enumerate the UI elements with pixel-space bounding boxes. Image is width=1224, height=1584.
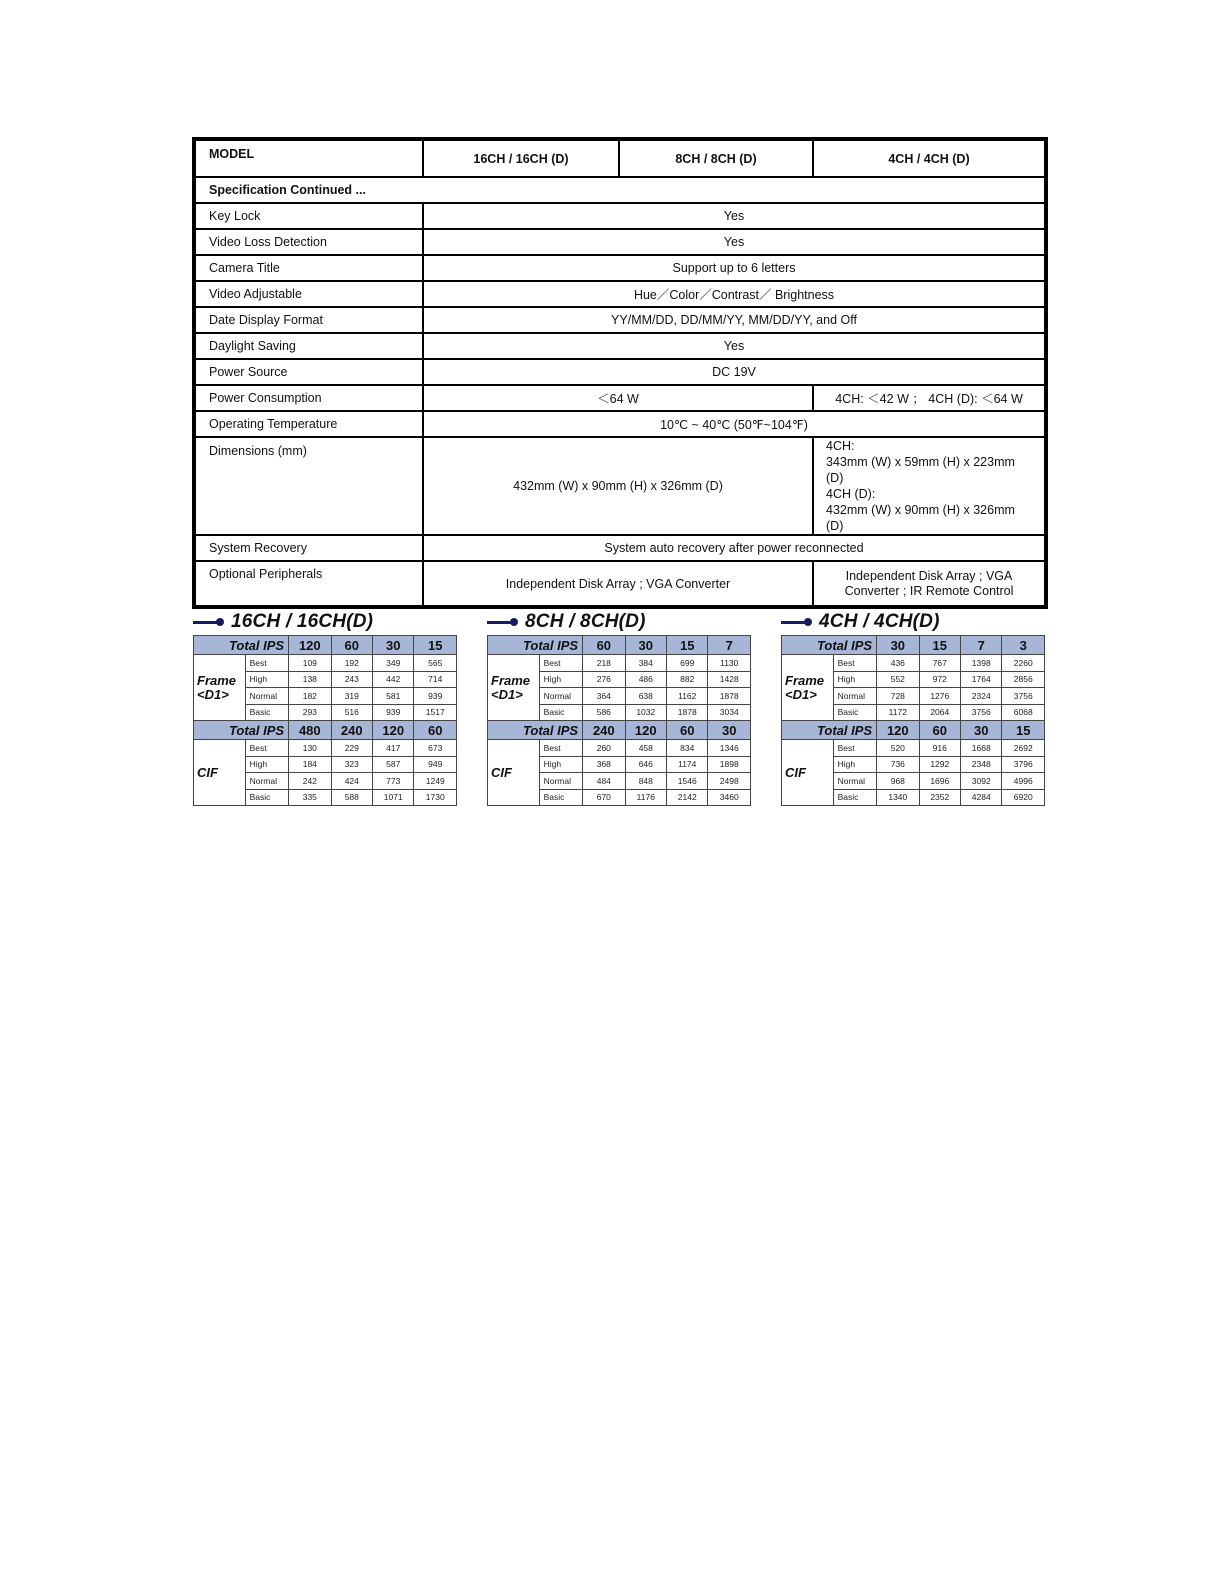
size-value: 484 <box>583 773 625 790</box>
ips-value: 7 <box>708 636 751 655</box>
quality-label: High <box>833 671 877 688</box>
spec-row-key-lock <box>194 203 1046 229</box>
row-value: System auto recovery after power reconnected <box>423 535 1046 561</box>
size-value: 1696 <box>919 773 960 790</box>
quality-label: Basic <box>833 789 877 806</box>
size-value: 130 <box>289 740 331 757</box>
quality-row <box>194 740 457 757</box>
ips-value: 30 <box>373 636 414 655</box>
size-value: 1428 <box>708 671 751 688</box>
row-value-4ch <box>813 561 1046 607</box>
total-ips-label: Total IPS <box>782 721 877 740</box>
quality-label: Best <box>833 655 877 672</box>
size-value: 972 <box>919 671 960 688</box>
size-value: 638 <box>625 688 666 705</box>
spec-section-row <box>194 177 1046 203</box>
dim-4ch-line1: 4CH: <box>826 439 855 453</box>
spec-row-date-display <box>194 307 1046 333</box>
ips-value: 60 <box>331 636 372 655</box>
size-value: 2692 <box>1002 740 1045 757</box>
size-value: 673 <box>414 740 457 757</box>
row-value: Support up to 6 letters <box>423 255 1046 281</box>
size-value: 587 <box>373 756 414 773</box>
size-value: 1032 <box>625 704 666 721</box>
dim-4ch-line4: 432mm (W) x 90mm (H) x 326mm (D) <box>826 503 1015 533</box>
row-label: Operating Temperature <box>194 411 423 437</box>
size-value: 293 <box>289 704 331 721</box>
quality-label: Best <box>833 740 877 757</box>
size-value: 436 <box>877 655 919 672</box>
size-value: 4996 <box>1002 773 1045 790</box>
total-ips-label: Total IPS <box>194 721 289 740</box>
cif-label: CIF <box>194 740 246 806</box>
size-value: 773 <box>373 773 414 790</box>
row-value: YY/MM/DD, DD/MM/YY, MM/DD/YY, and Off <box>423 307 1046 333</box>
frame-d1-label <box>782 655 834 721</box>
ips-value: 15 <box>667 636 708 655</box>
size-value: 834 <box>667 740 708 757</box>
spec-row-daylight <box>194 333 1046 359</box>
ips-value: 30 <box>877 636 919 655</box>
row-value: DC 19V <box>423 359 1046 385</box>
size-value: 3092 <box>961 773 1002 790</box>
size-value: 6068 <box>1002 704 1045 721</box>
d1-label: <D1> <box>197 686 229 702</box>
quality-label: Best <box>245 740 289 757</box>
ips-value: 30 <box>708 721 751 740</box>
size-value: 349 <box>373 655 414 672</box>
size-value: 1546 <box>667 773 708 790</box>
size-value: 968 <box>877 773 919 790</box>
ips-value: 120 <box>289 636 331 655</box>
spec-row-power-source <box>194 359 1046 385</box>
ips-value: 7 <box>961 636 1002 655</box>
ips-value: 240 <box>331 721 372 740</box>
total-ips-row <box>782 721 1045 740</box>
row-value: Independent Disk Array ; VGA Converter <box>423 561 813 607</box>
ips-value: 15 <box>919 636 960 655</box>
quality-label: Normal <box>245 773 289 790</box>
section-title: Specification Continued ... <box>194 177 1046 203</box>
row-label: Optional Peripherals <box>194 561 423 607</box>
size-value: 1398 <box>961 655 1002 672</box>
bullet-icon <box>487 617 519 627</box>
ips-table <box>781 635 1045 806</box>
spec-row-optional <box>194 561 1046 607</box>
size-value: 552 <box>877 671 919 688</box>
size-value: 588 <box>331 789 372 806</box>
quality-label: High <box>833 756 877 773</box>
panel-heading <box>487 610 751 634</box>
model-8ch: 8CH / 8CH (D) <box>619 139 813 177</box>
frame-d1-label <box>194 655 246 721</box>
size-value: 1176 <box>625 789 666 806</box>
ips-value: 60 <box>583 636 625 655</box>
size-value: 442 <box>373 671 414 688</box>
quality-label: Normal <box>245 688 289 705</box>
cif-label: CIF <box>488 740 540 806</box>
total-ips-row <box>782 636 1045 655</box>
bullet-icon <box>193 617 225 627</box>
ips-value: 240 <box>583 721 625 740</box>
spec-row-camera-title <box>194 255 1046 281</box>
row-value: ＜64 W <box>423 385 813 411</box>
ips-panel-0 <box>193 610 457 806</box>
row-value: Yes <box>423 229 1046 255</box>
size-value: 6920 <box>1002 789 1045 806</box>
size-value: 424 <box>331 773 372 790</box>
ips-value: 120 <box>373 721 414 740</box>
total-ips-label: Total IPS <box>194 636 289 655</box>
size-value: 736 <box>877 756 919 773</box>
bullet-icon <box>781 617 813 627</box>
quality-label: Best <box>539 655 583 672</box>
size-value: 138 <box>289 671 331 688</box>
row-value: 432mm (W) x 90mm (H) x 326mm (D) <box>423 437 813 535</box>
quality-label: Normal <box>833 773 877 790</box>
ips-table <box>487 635 751 806</box>
row-label: Dimensions (mm) <box>194 437 423 535</box>
model-16ch: 16CH / 16CH (D) <box>423 139 619 177</box>
total-ips-row <box>194 721 457 740</box>
size-value: 1249 <box>414 773 457 790</box>
panel-heading <box>193 610 457 634</box>
size-value: 520 <box>877 740 919 757</box>
size-value: 384 <box>625 655 666 672</box>
ips-value: 60 <box>667 721 708 740</box>
size-value: 323 <box>331 756 372 773</box>
ips-value: 15 <box>414 636 457 655</box>
size-value: 581 <box>373 688 414 705</box>
frame-label: Frame <box>491 672 531 688</box>
size-value: 486 <box>625 671 666 688</box>
quality-label: Basic <box>539 789 583 806</box>
size-value: 3756 <box>961 704 1002 721</box>
row-label: Power Consumption <box>194 385 423 411</box>
size-value: 1668 <box>961 740 1002 757</box>
quality-label: High <box>245 756 289 773</box>
ips-table <box>193 635 457 806</box>
size-value: 3756 <box>1002 688 1045 705</box>
size-value: 184 <box>289 756 331 773</box>
spec-row-dimensions <box>194 437 1046 535</box>
quality-label: Normal <box>539 773 583 790</box>
size-value: 260 <box>583 740 625 757</box>
size-value: 243 <box>331 671 372 688</box>
size-value: 3460 <box>708 789 751 806</box>
size-value: 2142 <box>667 789 708 806</box>
size-value: 1162 <box>667 688 708 705</box>
ips-value: 60 <box>414 721 457 740</box>
cif-label: CIF <box>782 740 834 806</box>
quality-label: Best <box>245 655 289 672</box>
size-value: 916 <box>919 740 960 757</box>
size-value: 2352 <box>919 789 960 806</box>
panel-heading <box>781 610 1045 634</box>
size-value: 1071 <box>373 789 414 806</box>
spec-row-power-consumption <box>194 385 1046 411</box>
size-value: 516 <box>331 704 372 721</box>
size-value: 1898 <box>708 756 751 773</box>
size-value: 714 <box>414 671 457 688</box>
size-value: 192 <box>331 655 372 672</box>
frame-d1-label <box>488 655 540 721</box>
ips-value: 3 <box>1002 636 1045 655</box>
row-value-4ch <box>813 437 1046 535</box>
frame-label: Frame <box>785 672 825 688</box>
size-value: 1517 <box>414 704 457 721</box>
size-value: 2064 <box>919 704 960 721</box>
total-ips-row <box>488 636 751 655</box>
size-value: 109 <box>289 655 331 672</box>
row-label: Video Adjustable <box>194 281 423 307</box>
size-value: 1292 <box>919 756 960 773</box>
size-value: 767 <box>919 655 960 672</box>
size-value: 1878 <box>667 704 708 721</box>
ips-panel-2 <box>781 610 1045 806</box>
size-value: 2260 <box>1002 655 1045 672</box>
total-ips-label: Total IPS <box>488 721 583 740</box>
spec-row-video-adjustable <box>194 281 1046 307</box>
size-value: 1172 <box>877 704 919 721</box>
total-ips-label: Total IPS <box>782 636 877 655</box>
size-value: 2324 <box>961 688 1002 705</box>
size-value: 1764 <box>961 671 1002 688</box>
spec-header-row <box>194 139 1046 177</box>
opt-4ch-line1: Independent Disk Array ; VGA <box>845 568 1013 583</box>
size-value: 949 <box>414 756 457 773</box>
size-value: 2348 <box>961 756 1002 773</box>
size-value: 3034 <box>708 704 751 721</box>
row-label: Date Display Format <box>194 307 423 333</box>
size-value: 1174 <box>667 756 708 773</box>
size-value: 699 <box>667 655 708 672</box>
quality-label: High <box>245 671 289 688</box>
size-value: 2856 <box>1002 671 1045 688</box>
row-label: Camera Title <box>194 255 423 281</box>
row-value-4ch: 4CH: ＜42 W ； 4CH (D): ＜64 W <box>813 385 1046 411</box>
size-value: 1276 <box>919 688 960 705</box>
size-value: 368 <box>583 756 625 773</box>
size-value: 848 <box>625 773 666 790</box>
size-value: 586 <box>583 704 625 721</box>
spec-row-system-recovery <box>194 535 1046 561</box>
row-label: Video Loss Detection <box>194 229 423 255</box>
size-value: 364 <box>583 688 625 705</box>
size-value: 3796 <box>1002 756 1045 773</box>
ips-value: 30 <box>625 636 666 655</box>
dim-4ch-line2: 343mm (W) x 59mm (H) x 223mm (D) <box>826 455 1015 485</box>
ips-value: 60 <box>919 721 960 740</box>
dim-4ch-line3: 4CH (D): <box>826 487 876 501</box>
size-value: 276 <box>583 671 625 688</box>
size-value: 939 <box>414 688 457 705</box>
ips-value: 15 <box>1002 721 1045 740</box>
frame-label: Frame <box>197 672 237 688</box>
size-value: 417 <box>373 740 414 757</box>
ips-value: 120 <box>877 721 919 740</box>
size-value: 319 <box>331 688 372 705</box>
size-value: 670 <box>583 789 625 806</box>
size-value: 182 <box>289 688 331 705</box>
size-value: 882 <box>667 671 708 688</box>
d1-label: <D1> <box>785 686 817 702</box>
size-value: 242 <box>289 773 331 790</box>
panel-title: 8CH / 8CH(D) <box>525 611 646 632</box>
ips-panel-1 <box>487 610 751 806</box>
spec-row-video-loss <box>194 229 1046 255</box>
size-value: 335 <box>289 789 331 806</box>
quality-label: Normal <box>539 688 583 705</box>
size-value: 1346 <box>708 740 751 757</box>
quality-label: Basic <box>539 704 583 721</box>
ips-value: 30 <box>961 721 1002 740</box>
model-4ch: 4CH / 4CH (D) <box>813 139 1046 177</box>
spec-row-operating-temp <box>194 411 1046 437</box>
panel-title: 16CH / 16CH(D) <box>231 611 374 632</box>
total-ips-label: Total IPS <box>488 636 583 655</box>
quality-label: High <box>539 756 583 773</box>
opt-4ch-line2: Converter ; IR Remote Control <box>844 583 1014 598</box>
quality-row <box>782 740 1045 757</box>
size-value: 939 <box>373 704 414 721</box>
size-value: 646 <box>625 756 666 773</box>
quality-row <box>782 655 1045 672</box>
quality-label: Basic <box>245 789 289 806</box>
panel-title: 4CH / 4CH(D) <box>819 611 940 632</box>
quality-row <box>488 740 751 757</box>
quality-label: Normal <box>833 688 877 705</box>
size-value: 1730 <box>414 789 457 806</box>
quality-label: Basic <box>245 704 289 721</box>
total-ips-row <box>194 636 457 655</box>
row-value: Yes <box>423 203 1046 229</box>
size-value: 4284 <box>961 789 1002 806</box>
model-label: MODEL <box>194 139 423 177</box>
size-value: 1340 <box>877 789 919 806</box>
specification-table <box>192 137 1048 609</box>
size-value: 565 <box>414 655 457 672</box>
size-value: 229 <box>331 740 372 757</box>
row-label: Key Lock <box>194 203 423 229</box>
size-value: 2498 <box>708 773 751 790</box>
row-value: Hue／Color／Contrast／ Brightness <box>423 281 1046 307</box>
size-value: 218 <box>583 655 625 672</box>
quality-label: Basic <box>833 704 877 721</box>
quality-label: Best <box>539 740 583 757</box>
size-value: 728 <box>877 688 919 705</box>
quality-label: High <box>539 671 583 688</box>
d1-label: <D1> <box>491 686 523 702</box>
size-value: 1130 <box>708 655 751 672</box>
row-value: Yes <box>423 333 1046 359</box>
row-label: Power Source <box>194 359 423 385</box>
quality-row <box>194 655 457 672</box>
row-label: Daylight Saving <box>194 333 423 359</box>
ips-value: 120 <box>625 721 666 740</box>
row-value: 10℃ ~ 40℃ (50℉~104℉) <box>423 411 1046 437</box>
size-value: 1878 <box>708 688 751 705</box>
total-ips-row <box>488 721 751 740</box>
size-value: 458 <box>625 740 666 757</box>
row-label: System Recovery <box>194 535 423 561</box>
quality-row <box>488 655 751 672</box>
ips-value: 480 <box>289 721 331 740</box>
